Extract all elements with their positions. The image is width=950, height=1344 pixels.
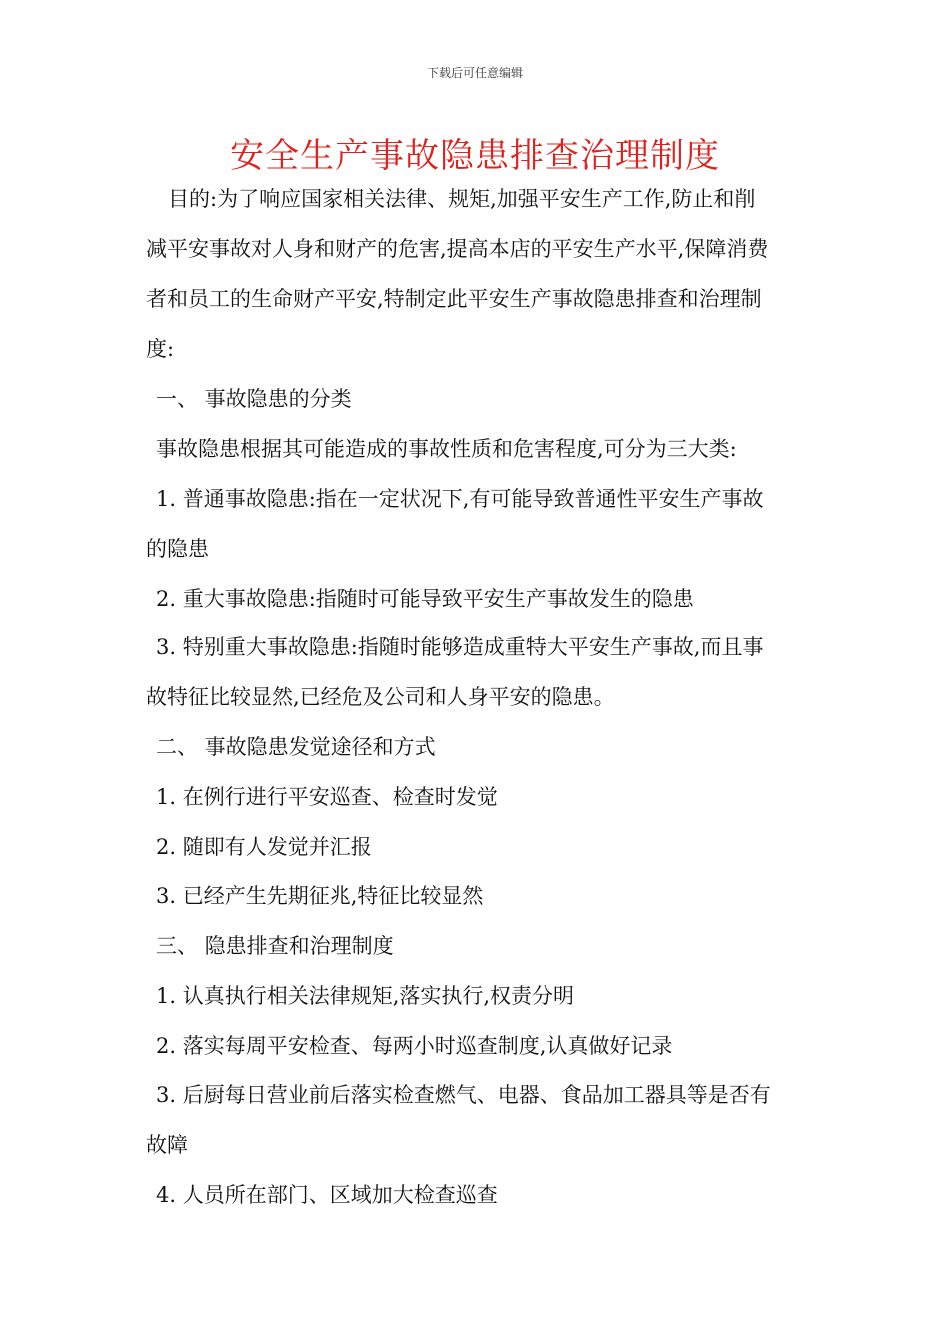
list-item: 1. 在例行进行平安巡查、检查时发觉 <box>156 785 498 809</box>
list-item: 1. 认真执行相关法律规矩,落实执行,权责分明 <box>156 984 575 1008</box>
document-title: 安全生产事故隐患排查治理制度 <box>230 136 720 176</box>
list-item-continuation: 的隐患 <box>146 537 209 561</box>
list-item: 2. 随即有人发觉并汇报 <box>156 835 372 859</box>
paragraph-line: 者和员工的生命财产平安,特制定此平安生产事故隐患排查和治理制 <box>146 287 762 311</box>
list-item: 4. 人员所在部门、区域加大检查巡查 <box>156 1183 498 1207</box>
list-item: 1. 普通事故隐患:指在一定状况下,有可能导致普通性平安生产事故 <box>156 487 764 511</box>
list-item: 2. 重大事故隐患:指随时可能导致平安生产事故发生的隐患 <box>156 587 694 611</box>
paragraph-line: 目的:为了响应国家相关法律、规矩,加强平安生产工作,防止和削 <box>168 187 756 211</box>
paragraph-line: 事故隐患根据其可能造成的事故性质和危害程度,可分为三大类: <box>156 437 737 461</box>
list-item: 3. 后厨每日营业前后落实检查燃气、电器、食品加工器具等是否有 <box>156 1083 771 1107</box>
paragraph-line: 度: <box>146 337 175 361</box>
paragraph-line: 减平安事故对人身和财产的危害,提高本店的平安生产水平,保障消费 <box>146 237 769 261</box>
section-heading: 二、 事故隐患发觉途径和方式 <box>156 735 436 759</box>
list-item-continuation: 故障 <box>146 1133 188 1157</box>
section-heading: 一、 事故隐患的分类 <box>156 387 352 411</box>
list-item: 2. 落实每周平安检查、每两小时巡查制度,认真做好记录 <box>156 1034 673 1058</box>
list-item: 3. 已经产生先期征兆,特征比较显然 <box>156 884 484 908</box>
list-item: 3. 特别重大事故隐患:指随时能够造成重特大平安生产事故,而且事 <box>156 635 764 659</box>
header-note: 下载后可任意编辑 <box>426 66 523 80</box>
section-heading: 三、 隐患排查和治理制度 <box>156 934 394 958</box>
list-item-continuation: 故特征比较显然,已经危及公司和人身平安的隐患。 <box>146 685 615 709</box>
